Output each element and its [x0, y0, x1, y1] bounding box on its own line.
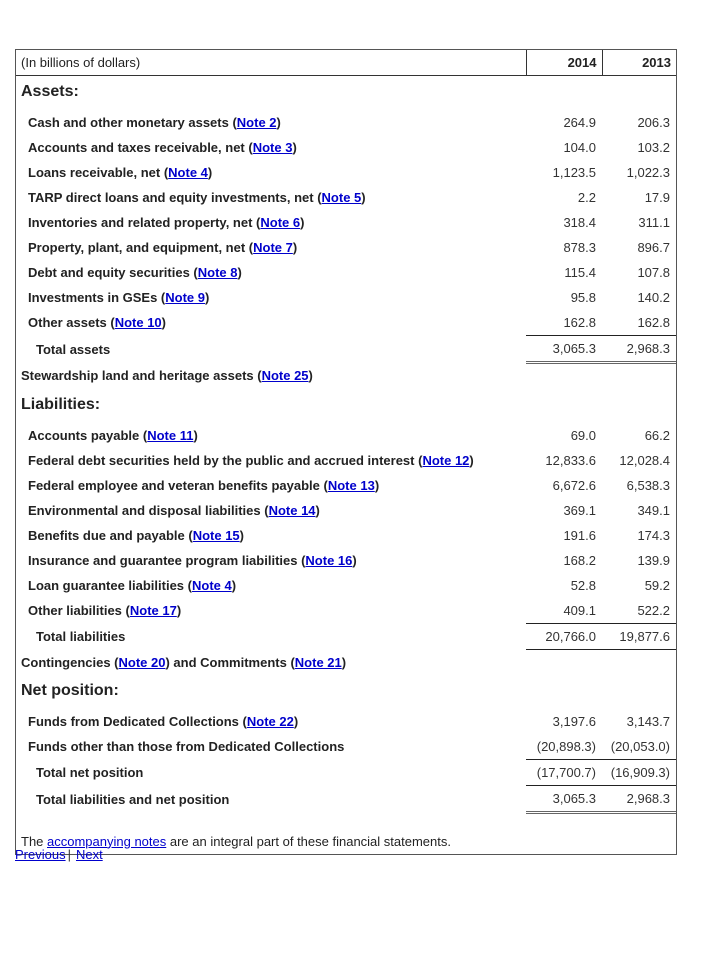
next-link[interactable]: Next — [75, 847, 103, 862]
empty-cell — [602, 650, 676, 676]
table-row — [16, 523, 676, 548]
value-2013: 522.2 — [637, 603, 670, 618]
value-2013: 139.9 — [637, 553, 670, 568]
value-2014: 318.4 — [563, 215, 596, 230]
value-2013: 311.1 — [638, 215, 670, 230]
spacer-cell — [16, 813, 676, 829]
note-link[interactable]: Note 20 — [118, 654, 166, 670]
value-2014: 369.1 — [563, 503, 596, 518]
row-label: Funds other than those from Dedicated Collections — [28, 739, 345, 755]
row-label: Federal debt securities held by the public and accrued interest ( — [28, 453, 423, 468]
value-2013: 896.7 — [637, 240, 670, 255]
row-label-suffix: ) — [161, 315, 167, 331]
empty-cell — [526, 650, 602, 676]
note-link[interactable]: Note 21 — [294, 654, 342, 670]
value-2013: (20,053.0) — [610, 739, 670, 754]
value-2014: 1,123.5 — [552, 165, 596, 180]
value-2014: (20,898.3) — [536, 739, 596, 754]
table-row — [16, 135, 676, 160]
row-label-middle: ) and Commitments ( — [165, 654, 295, 670]
note-link[interactable]: Note 25 — [261, 368, 309, 384]
total-liabilities-label: Total liabilities — [36, 629, 126, 644]
header-row — [16, 50, 676, 76]
value-2013: 17.9 — [644, 190, 670, 205]
note-link[interactable]: Note 4 — [191, 578, 232, 593]
value-2014: 264.9 — [563, 115, 596, 130]
note-link[interactable]: Note 12 — [422, 453, 470, 468]
table-row — [16, 235, 676, 260]
row-label: Property, plant, and equipment, net ( — [28, 240, 254, 255]
row-label-suffix: ) — [205, 290, 210, 305]
note-link[interactable]: Note 8 — [197, 265, 238, 280]
note-link[interactable]: Note 22 — [246, 714, 294, 729]
row-label: Stewardship land and heritage assets ( — [21, 368, 262, 384]
row-label: Contingencies ( — [21, 654, 119, 670]
table-row — [16, 448, 676, 473]
value-2014: 162.8 — [563, 315, 596, 330]
row-label: Debt and equity securities ( — [28, 265, 198, 280]
note-link[interactable]: Note 5 — [321, 190, 362, 205]
value-2013: 12,028.4 — [619, 453, 670, 468]
note-link[interactable]: Note 17 — [129, 603, 177, 619]
table-row — [16, 285, 676, 310]
table-row — [16, 473, 676, 498]
note-link[interactable]: Note 10 — [114, 315, 162, 331]
note-link[interactable]: Note 13 — [327, 478, 375, 493]
row-label-suffix: ) — [352, 553, 357, 568]
value-2014: 3,197.6 — [552, 714, 596, 729]
value-2013: 349.1 — [637, 503, 670, 518]
table-row — [16, 498, 676, 523]
year-2013-header: 2013 — [602, 50, 676, 76]
row-label: Benefits due and payable ( — [28, 528, 193, 543]
footer-row — [16, 828, 676, 854]
liabilities-heading: Liabilities: — [21, 396, 101, 413]
row-label: Other assets ( — [28, 315, 115, 331]
table-row — [16, 548, 676, 573]
accompanying-notes-link[interactable]: accompanying notes — [47, 833, 167, 849]
table-row — [16, 260, 676, 285]
total-assets-2014: 3,065.3 — [526, 336, 602, 363]
row-label: Cash and other monetary assets ( — [28, 115, 237, 130]
row-label-suffix: ) — [315, 503, 320, 518]
note-link[interactable]: Note 2 — [236, 115, 277, 130]
value-2014: 409.1 — [563, 603, 596, 618]
note-link[interactable]: Note 16 — [305, 553, 353, 568]
value-2013: 59.2 — [644, 578, 670, 593]
row-label-suffix: ) — [292, 140, 297, 155]
row-label-suffix: ) — [237, 265, 242, 280]
row-label-suffix: ) — [293, 714, 299, 729]
grand-total-row — [16, 786, 676, 813]
net-position-section — [16, 675, 676, 705]
value-2014: 2.2 — [577, 190, 596, 205]
note-link[interactable]: Note 15 — [192, 528, 240, 543]
total-net-position-label: Total net position — [36, 765, 144, 780]
row-label: Investments in GSEs ( — [28, 290, 166, 305]
value-2013: 103.2 — [637, 140, 670, 155]
net-position-heading: Net position: — [21, 682, 119, 699]
row-label-suffix: ) — [207, 165, 213, 180]
row-label-suffix: ) — [239, 528, 245, 543]
empty-cell — [602, 363, 676, 390]
row-label-suffix: ) — [231, 578, 237, 593]
value-2013: 140.2 — [637, 290, 670, 305]
row-label: Insurance and guarantee program liabilities ( — [28, 553, 306, 568]
row-label-suffix: ) — [341, 654, 347, 670]
total-liabilities-2013: 19,877.6 — [602, 624, 676, 650]
table-row — [16, 310, 676, 336]
note-link[interactable]: Note 7 — [253, 240, 293, 255]
row-label-suffix: ) — [300, 215, 305, 230]
value-2014: 115.4 — [564, 265, 596, 280]
note-link[interactable]: Note 3 — [252, 140, 293, 155]
row-label-suffix: ) — [361, 190, 366, 205]
stewardship-row — [16, 363, 676, 390]
table-row — [16, 734, 676, 760]
row-label: Loan guarantee liabilities ( — [28, 578, 192, 593]
total-net-position-row — [16, 760, 676, 786]
footer-note — [16, 828, 676, 854]
value-2014: 878.3 — [563, 240, 596, 255]
row-label: Environmental and disposal liabilities ( — [28, 503, 269, 518]
row-label-suffix: ) — [276, 115, 281, 130]
table-row — [16, 185, 676, 210]
contingencies-row — [16, 650, 676, 676]
value-2013: 66.2 — [644, 428, 670, 443]
value-2014: 69.0 — [570, 428, 596, 443]
total-liabilities-row — [16, 624, 676, 650]
grand-total-2013: 2,968.3 — [602, 786, 676, 813]
table-row — [16, 705, 676, 734]
previous-link[interactable]: Previous — [15, 847, 66, 862]
total-net-position-2013: (16,909.3) — [602, 760, 676, 786]
table-row — [16, 598, 676, 624]
footer-suffix: are an integral part of these financial statements. — [166, 833, 451, 849]
assets-section — [16, 76, 676, 107]
value-2014: 168.2 — [563, 553, 596, 568]
row-label-suffix: ) — [193, 428, 198, 443]
footer-prefix: The — [21, 833, 48, 849]
year-2014-header: 2014 — [526, 50, 602, 76]
unit-label: (In billions of dollars) — [16, 50, 526, 76]
table-row — [16, 573, 676, 598]
value-2013: 174.3 — [637, 528, 670, 543]
row-label: Inventories and related property, net ( — [28, 215, 261, 230]
total-assets-2013: 2,968.3 — [602, 336, 676, 363]
table-row — [16, 419, 676, 448]
value-2013: 6,538.3 — [626, 478, 670, 493]
spacer-row — [16, 813, 676, 829]
table-row — [16, 210, 676, 235]
total-net-position-2014: (17,700.7) — [526, 760, 602, 786]
row-label: Loans receivable, net ( — [28, 165, 169, 180]
balance-sheet-table — [16, 50, 676, 854]
value-2014: 52.8 — [570, 578, 596, 593]
note-link[interactable]: Note 11 — [147, 428, 194, 443]
row-label-suffix: ) — [292, 240, 298, 255]
value-2014: 104.0 — [563, 140, 596, 155]
row-label: TARP direct loans and equity investments, net ( — [28, 190, 322, 205]
table-row — [16, 106, 676, 135]
total-liabilities-2014: 20,766.0 — [526, 624, 602, 650]
assets-heading: Assets: — [21, 83, 79, 100]
empty-cell — [526, 363, 602, 390]
pagination-nav — [15, 847, 103, 862]
value-2014: 95.8 — [570, 290, 596, 305]
grand-total-label: Total liabilities and net position — [36, 791, 230, 807]
row-label: Federal employee and veteran benefits payable ( — [28, 478, 328, 493]
note-link[interactable]: Note 9 — [165, 290, 205, 305]
grand-total-2014: 3,065.3 — [526, 786, 602, 813]
liabilities-section — [16, 389, 676, 419]
value-2014: 12,833.6 — [545, 453, 596, 468]
row-label-suffix: ) — [469, 453, 474, 468]
value-2014: 191.6 — [563, 528, 596, 543]
row-label: Accounts payable ( — [28, 428, 148, 443]
total-assets-label: Total assets — [36, 341, 111, 357]
nav-separator: | — [67, 847, 71, 862]
row-label: Accounts and taxes receivable, net ( — [28, 140, 253, 155]
value-2013: 3,143.7 — [626, 714, 670, 729]
value-2013: 107.8 — [637, 265, 670, 280]
value-2013: 1,022.3 — [626, 165, 670, 180]
value-2013: 206.3 — [637, 115, 670, 130]
value-2013: 162.8 — [637, 315, 670, 330]
balance-sheet — [15, 49, 677, 855]
note-link[interactable]: Note 4 — [168, 165, 208, 180]
row-label: Other liabilities ( — [28, 603, 130, 619]
total-assets-row — [16, 336, 676, 363]
row-label-suffix: ) — [176, 603, 182, 619]
row-label-suffix: ) — [374, 478, 380, 493]
note-link[interactable]: Note 6 — [260, 215, 301, 230]
row-label-suffix: ) — [308, 368, 313, 384]
row-label: Funds from Dedicated Collections ( — [28, 714, 247, 729]
note-link[interactable]: Note 14 — [268, 503, 316, 518]
table-row — [16, 160, 676, 185]
value-2014: 6,672.6 — [552, 478, 596, 493]
